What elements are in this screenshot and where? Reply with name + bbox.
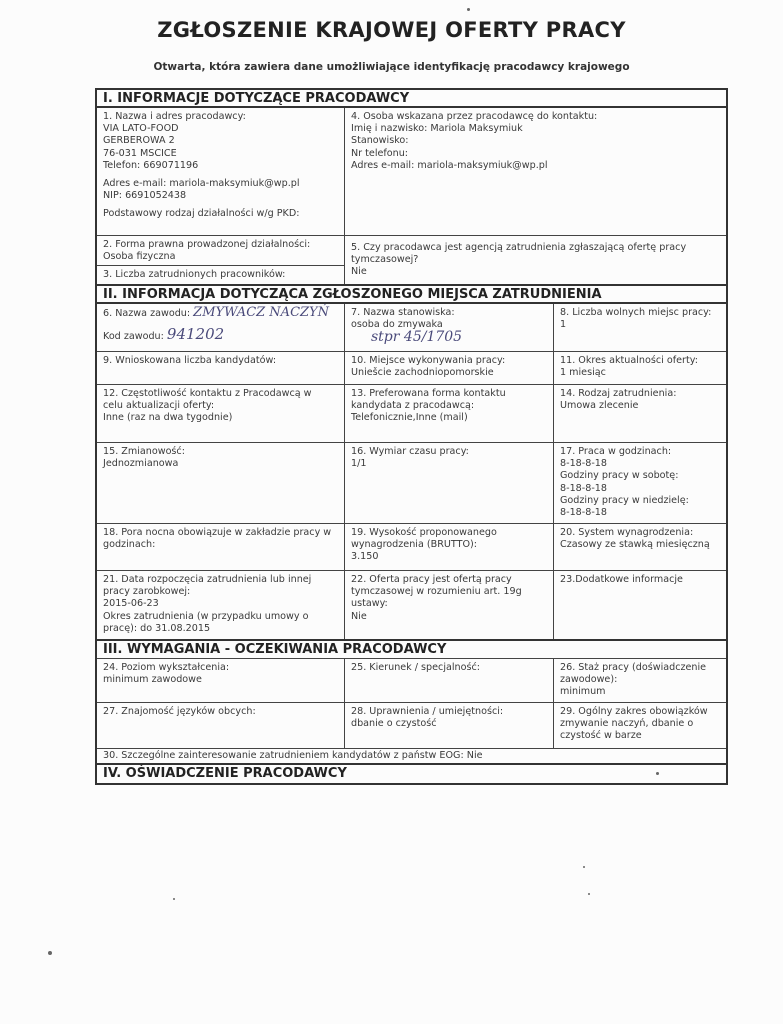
field-26-experience bbox=[554, 659, 726, 702]
field-17-value-3: 8-18-8-18 bbox=[560, 507, 608, 519]
field-23-additional bbox=[554, 571, 726, 639]
field-17-label: 17. Praca w godzinach: bbox=[560, 446, 672, 457]
field-3-employees bbox=[97, 266, 344, 284]
field-22-temporary bbox=[345, 571, 554, 639]
employer-city: 76-031 MSCICE bbox=[103, 147, 177, 159]
field-22-label-1: 22. Oferta pracy jest ofertą pracy bbox=[351, 574, 512, 585]
field-20-label: 20. System wynagrodzenia: bbox=[560, 527, 694, 538]
field-1-label: 1. Nazwa i adres pracodawcy: bbox=[103, 111, 246, 122]
field-24-value: minimum zawodowe bbox=[103, 674, 202, 686]
form-title: ZGŁOSZENIE KRAJOWEJ OFERTY PRACY bbox=[157, 18, 626, 42]
field-4-label: 4. Osoba wskazana przez pracodawcę do kontaktu: bbox=[351, 111, 598, 122]
row-shifts bbox=[97, 443, 726, 524]
field-14-value: Umowa zlecenie bbox=[560, 400, 639, 412]
field-7-position bbox=[345, 304, 554, 351]
row-eog bbox=[97, 749, 726, 765]
field-2-legal-form bbox=[97, 236, 344, 266]
field-22-label-2: tymczasowej w rozumieniu art. 19g bbox=[351, 586, 522, 598]
field-19-label-1: 19. Wysokość proponowanego bbox=[351, 527, 497, 538]
employer-nip: NIP: 6691052438 bbox=[103, 190, 187, 202]
field-24-education bbox=[97, 659, 345, 702]
field-26-label-2: zawodowe): bbox=[560, 674, 618, 686]
occupation-code-handwritten: 941202 bbox=[166, 325, 225, 344]
section-4-heading: IV. OŚWIADCZENIE PRACODAWCY bbox=[103, 766, 347, 781]
field-15-value: Jednozmianowa bbox=[103, 458, 179, 470]
field-17-value-1: 8-18-8-18 bbox=[560, 458, 608, 470]
field-16-label: 16. Wymiar czasu pracy: bbox=[351, 446, 469, 457]
employer-pkd: Podstawowy rodzaj działalności w/g PKD: bbox=[103, 208, 300, 220]
field-3-label: 3. Liczba zatrudnionych pracowników: bbox=[103, 268, 286, 280]
field-21-label-2: pracy zarobkowej: bbox=[103, 586, 191, 598]
field-9-candidates bbox=[97, 352, 345, 384]
contact-email: Adres e-mail: mariola-maksymiuk@wp.pl bbox=[351, 159, 548, 171]
row-candidates bbox=[97, 352, 726, 385]
field-18-night bbox=[97, 524, 345, 570]
field-4-contact bbox=[345, 108, 726, 235]
field-1-employer bbox=[97, 108, 345, 235]
field-2-label: 2. Forma prawna prowadzonej działalności: bbox=[103, 239, 311, 250]
field-15-shifts bbox=[97, 443, 345, 523]
field-13-label-1: 13. Preferowana forma kontaktu bbox=[351, 388, 506, 399]
field-29-value-2: czystość w barze bbox=[560, 730, 642, 742]
field-28-value: dbanie o czystość bbox=[351, 718, 437, 730]
field-5-agency bbox=[345, 236, 726, 284]
field-12-label-2: celu aktualizacji oferty: bbox=[103, 400, 215, 412]
field-21-value: 2015-06-23 bbox=[103, 598, 159, 610]
field-28-skills bbox=[345, 703, 554, 748]
field-10-label: 10. Miejsce wykonywania pracy: bbox=[351, 355, 506, 366]
field-20-value: Czasowy ze stawką miesięczną bbox=[560, 539, 710, 551]
contact-position: Stanowisko: bbox=[351, 135, 409, 147]
field-6-handwritten: ZMYWACZ NACZYŃ bbox=[193, 305, 330, 320]
field-27-languages bbox=[97, 703, 345, 748]
field-26-value: minimum bbox=[560, 686, 606, 698]
field-20-pay-system bbox=[554, 524, 726, 570]
field-22-value: Nie bbox=[351, 610, 367, 622]
field-21-start-date bbox=[97, 571, 345, 639]
field-8-label: 8. Liczba wolnych miejsc pracy: bbox=[560, 307, 712, 318]
field-12-frequency bbox=[97, 385, 345, 442]
field-12-value: Inne (raz na dwa tygodnie) bbox=[103, 412, 233, 424]
field-14-label: 14. Rodzaj zatrudnienia: bbox=[560, 388, 677, 399]
contact-phone: Nr telefonu: bbox=[351, 147, 409, 159]
field-5-label-1: 5. Czy pracodawca jest agencją zatrudnienia zgłaszającą ofertę pracy bbox=[351, 242, 687, 253]
field-29-duties bbox=[554, 703, 726, 748]
employer-name: VIA LATO-FOOD bbox=[103, 123, 179, 135]
field-17-label-3: Godziny pracy w niedzielę: bbox=[560, 494, 689, 506]
field-27-label: 27. Znajomość języków obcych: bbox=[103, 706, 256, 717]
field-19-value: 3.150 bbox=[351, 551, 379, 563]
contact-name: Imię i nazwisko: Mariola Maksymiuk bbox=[351, 123, 523, 135]
scan-speck bbox=[467, 8, 470, 11]
field-8-value: 1 bbox=[560, 319, 567, 331]
field-9-label: 9. Wnioskowana liczba kandydatów: bbox=[103, 355, 277, 366]
scan-speck bbox=[656, 772, 659, 775]
field-6-occupation bbox=[97, 304, 345, 351]
field-16-working-time bbox=[345, 443, 554, 523]
field-5-label-2: tymczasowej? bbox=[351, 254, 419, 266]
field-25-label: 25. Kierunek / specjalność: bbox=[351, 662, 480, 673]
field-19-salary bbox=[345, 524, 554, 570]
scan-speck bbox=[583, 866, 585, 868]
section-1-heading: I. INFORMACJE DOTYCZĄCE PRACODAWCY bbox=[97, 90, 726, 108]
field-17-hours bbox=[554, 443, 726, 523]
section-3-heading: III. WYMAGANIA - OCZEKIWANIA PRACODAWCY bbox=[97, 641, 726, 659]
field-13-value: Telefonicznie,Inne (mail) bbox=[351, 412, 468, 424]
field-26-label-1: 26. Staż pracy (doświadczenie bbox=[560, 662, 707, 673]
row-start-date bbox=[97, 571, 726, 641]
field-29-label: 29. Ogólny zakres obowiązków bbox=[560, 706, 708, 717]
field-13-contact-form bbox=[345, 385, 554, 442]
row-salary bbox=[97, 524, 726, 571]
field-21-period-2: pracę): do 31.08.2015 bbox=[103, 622, 211, 634]
field-21-period-1: Okres zatrudnienia (w przypadku umowy o bbox=[103, 610, 309, 622]
field-8-vacancies bbox=[554, 304, 726, 351]
field-11-value: 1 miesiąc bbox=[560, 367, 606, 379]
field-18-label-2: godzinach: bbox=[103, 539, 156, 551]
field-6-label: 6. Nazwa zawodu: bbox=[103, 308, 191, 319]
field-10-value: Uniešcie zachodniopomorskie bbox=[351, 367, 494, 379]
row-contact-frequency bbox=[97, 385, 726, 443]
field-14-employment-type bbox=[554, 385, 726, 442]
field-30-eog bbox=[97, 749, 726, 763]
field-5-value: Nie bbox=[351, 266, 367, 278]
row-education bbox=[97, 659, 726, 703]
field-2-value: Osoba fizyczna bbox=[103, 251, 176, 263]
field-15-label: 15. Zmianowość: bbox=[103, 446, 185, 457]
field-18-label-1: 18. Pora nocna obowiązuje w zakładzie pracy w bbox=[103, 527, 332, 538]
field-11-label: 11. Okres aktualności oferty: bbox=[560, 355, 698, 366]
employer-phone: Telefon: 669071196 bbox=[103, 159, 199, 171]
field-6-code-label: Kod zawodu: bbox=[103, 331, 164, 343]
form-subtitle: Otwarta, która zawiera dane umożliwiające identyfikację pracodawcy krajowego bbox=[153, 61, 630, 73]
field-17-label-2: Godziny pracy w sobotę: bbox=[560, 470, 679, 482]
field-13-label-2: kandydata z pracodawcą: bbox=[351, 400, 475, 412]
employer-email: Adres e-mail: mariola-maksymiuk@wp.pl bbox=[103, 178, 300, 190]
field-21-label-1: 21. Data rozpoczęcia zatrudnienia lub innej bbox=[103, 574, 312, 585]
field-7-value: osoba do zmywaka bbox=[351, 319, 443, 331]
field-19-label-2: wynagrodzenia (BRUTTO): bbox=[351, 539, 477, 551]
field-22-label-3: ustawy: bbox=[351, 598, 388, 610]
field-17-value-2: 8-18-8-18 bbox=[560, 482, 608, 494]
field-25-specialty bbox=[345, 659, 554, 702]
row-occupation bbox=[97, 304, 726, 352]
form-table bbox=[95, 88, 728, 785]
field-29-value-1: zmywanie naczyń, dbanie o bbox=[560, 718, 694, 730]
row-legal-form bbox=[97, 236, 726, 286]
section-2-heading: II. INFORMACJA DOTYCZĄCA ZGŁOSZONEGO MIEJSCA ZATRUDNIENIA bbox=[97, 286, 726, 304]
employer-street: GERBEROWA 2 bbox=[103, 135, 175, 147]
field-23-label: 23.Dodatkowe informacje bbox=[560, 574, 683, 585]
row-languages bbox=[97, 703, 726, 749]
field-7-handwritten: stpr 45/1705 bbox=[371, 329, 463, 346]
field-12-label-1: 12. Częstotliwość kontaktu z Pracodawcą w bbox=[103, 388, 312, 399]
field-10-location bbox=[345, 352, 554, 384]
field-11-validity bbox=[554, 352, 726, 384]
field-24-label: 24. Poziom wykształcenia: bbox=[103, 662, 230, 673]
scan-speck bbox=[588, 893, 590, 895]
scan-speck bbox=[48, 951, 52, 955]
field-30-label: 30. Szczególne zainteresowanie zatrudnieniem kandydatów z państw EOG: Nie bbox=[103, 750, 483, 761]
field-7-label: 7. Nazwa stanowiska: bbox=[351, 307, 455, 318]
scan-speck bbox=[173, 898, 175, 900]
row-employer-contact bbox=[97, 108, 726, 236]
field-16-value: 1/1 bbox=[351, 458, 367, 470]
field-28-label: 28. Uprawnienia / umiejętności: bbox=[351, 706, 504, 717]
